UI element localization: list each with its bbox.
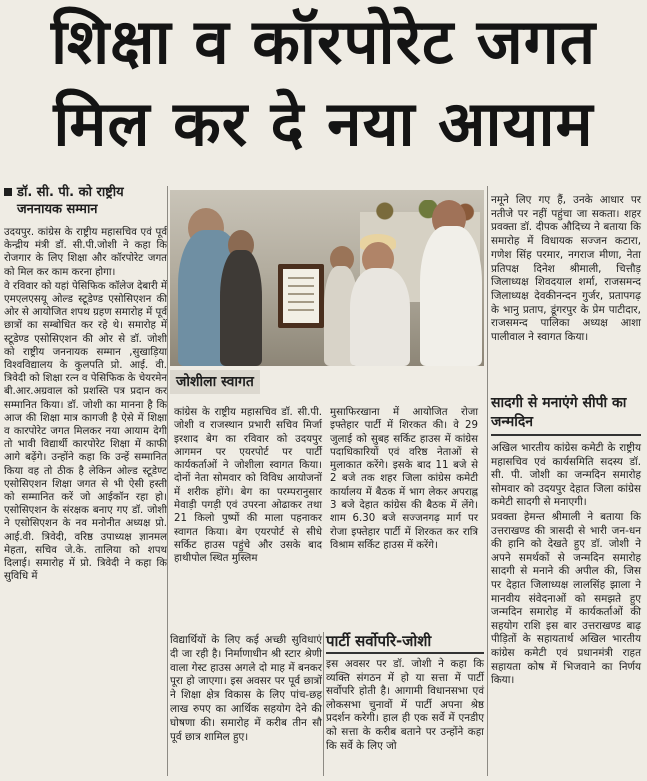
column-divider: [167, 186, 168, 776]
caption-title: जोशीला स्वागत: [170, 370, 260, 394]
birthday-paragraph-1: अखिल भारतीय कांग्रेस कमेटी के राष्ट्रीय महासचिव एवं कार्यसमिति सदस्य डॉ. सी. पी. जोशी का जन्मदिन समारोह सोमवार को उदयपुर देहात जिला कांग्रेस कमेटी सादगी से मनाएगी।: [491, 442, 641, 509]
sidebar-party-supreme: [326, 630, 484, 753]
photo-person-4: [420, 226, 482, 366]
col1-paragraph-1: उदयपुर. कांग्रेस के राष्ट्रीय महासचिव एवं पूर्व केन्द्रीय मंत्री डॉ. सी.पी.जोशी ने कहा कि रोजगार के लिए शिक्षा और कॉरपोरेट जगत को मिल कर काम करना होगा।: [4, 227, 167, 278]
byline-text: डॉ. सी. पी. को राष्ट्रीय जननायक सम्मान: [17, 185, 124, 217]
birthday-story-text: [491, 442, 641, 688]
column-divider: [323, 632, 324, 776]
party-supreme-text: इस अवसर पर डॉ. जोशी ने कहा कि व्यक्ति संगठन में हो या सत्ता में पार्टी सर्वोपरि होती है। आगामी विधानसभा एवं लोकसभा चुनावों में पार्टी अपना श्रेष्ठ प्रदर्शन करेगी। हाल ही एक सर्वे में एनडीए को सत्ता के करीब बताने पर उन्होंने कहा कि सर्वे के लिए जो: [326, 658, 484, 752]
subhead-birthday: सादगी से मनाएंगे सीपी का जन्मदिन: [491, 394, 641, 436]
caption-column-b: मुसाफिरखाना में आयोजित रोजा इफ्तेहार पार्टी में शिरकत की। वे 29 जुलाई को सुबह सर्किट हाउस में कांग्रेस पदाधिकारियों एवं वरिष्ठ नेताओं से मुलाकात करेंगे। इसके बाद 11 बजे से 2 बजे तक शहर जिला कांग्रेस कमेटी कार्यालय में बैठक में भाग लेकर अपराह्न 3 बजे देहात कांग्रेस की बैठक में लेंगे। शाम 6.30 बजे सज्जनगढ़ मार्ग पर रोजा इफ्तेहार पार्टी में शिरकत कर रात्रि विश्राम सर्किट हाउस में करेंगे।: [330, 407, 478, 551]
bullet-square-icon: [4, 188, 12, 196]
certificate-line: [288, 309, 314, 311]
byline-block: [4, 184, 167, 218]
certificate-line: [288, 301, 314, 303]
photo-person-3: [350, 268, 410, 366]
award-certificate: [283, 269, 319, 323]
caption-body: [170, 406, 484, 566]
certificate-line: [288, 285, 314, 287]
article-column-2-bottom: विद्यार्थियों के लिए कई अच्छी सुविधाएं दी जा रही है। निर्माणाधीन श्री स्टार श्रेणी वाला गेस्ट हाउस अगले दो माह में बनकर पूरा हो जाएगा। इस अवसर पर पूर्व छात्रों ने शिक्षा क्षेत्र विकास के लिए पांच-छह लाख रुपए का आर्थिक सहयोग देने की घोषणा की। समारोह में करीब तीन सौ पूर्व छात्र शामिल हुए।: [170, 634, 322, 743]
certificate-line: [288, 277, 314, 279]
photo-caption-story: [170, 370, 484, 566]
headline-line-2: मिल कर दे नया आयाम: [53, 87, 594, 160]
sidebar-birthday-story: [491, 394, 641, 689]
news-photo: [170, 190, 484, 366]
photo-person-2: [220, 250, 262, 366]
headline: [6, 2, 641, 166]
article-column-4-top: नमूने लिए गए हैं, उनके आधार पर नतीजे पर नहीं पहुंचा जा सकता। शहर प्रवक्ता डॉ. दीपक औदिच्य ने बताया कि समारोह में विधायक सज्जन कटारा, गणेश सिंह परमार, नगराज मीणा, नेता प्रतिपक्ष दिनेश श्रीमाली, चित्तौड़ जिलाध्यक्ष शिवदयाल शर्मा, राजसमन्द जिलाध्यक्ष देवकीनन्दन गुर्जर, प्रतापगढ़ के भानु प्रताप, डूंगरपुर के प्रेम पाटीदार, राजसमन्द पालिका अध्यक्ष आशा पालीवाल ने स्वागत किया।: [491, 194, 641, 344]
birthday-paragraph-2: प्रवक्ता हेमन्त श्रीमाली ने बताया कि उत्तराखण्ड की त्रासदी से भारी जन-धन की हानि को देखते हुए डॉ. जोशी ने अपने समर्थकों से जन्मदिन समारोह सादगी से मनाने की अपील की, जिस पर देहात जिलाध्यक्ष लालसिंह झाला ने मानवीय संवेदनाओं को समझते हुए जन्मदिन समारोह में कार्यकर्ताओं की सहयोग राशि इस बार उत्तराखण्ड बाढ़ पीड़ितों के सहायतार्थ अखिल भारतीय कांग्रेस कमेटी एवं प्रधानमंत्री राहत सहायता कोष में भिजवाने का निर्णय किया।: [491, 510, 641, 687]
byline: [4, 184, 167, 218]
col1-paragraph-2: वे रविवार को यहां पेसिफिक कॉलेज देबारी में एमएलएसयू ओल्ड स्टूडेण्ड एसोसिएशन की ओर से आयोजित शपथ ग्रहण समारोह में पूर्व छात्रों का सम्बोधित कर रहे थे। समारोह में स्टूडेण्ड एसोसिएशन की ओर से डॉ. जोशी को राष्ट्रीय जननायक सम्मान ,सुखाड़िया विश्वविद्यालय के कुलपति प्रो. आई. वी. त्रिवेदी को शिक्षा रत्न व पेसिफिक के चेयरमेन बी.आर.अग्रवाल को प्रशस्ति पत्र प्रदान कर सम्मानित किया। डॉ. जोशी का मानना है कि आज की शिक्षा मात्र कागजी है ऐसे में शिक्षा व कारपोरेट जगत मिलकर नया आयाम देगी तो भावी विद्यार्थी कारपोरेट शिक्षा में काफी आगे बढ़ेंगे। उन्होंने कहा कि उन्हें सम्मानित किया वह तो ठीक है लेकिन ओल्ड स्टूडेण्ट एसोसिएशन शिक्षा जगत से भी ऐसी हस्ती को सम्मानित करें जो आईकॉन रहा हो। एसोसिएशन के संरक्षक बनाए गए डॉ. जोशी ने एसोसिएशन के नव मनोनीत अध्यक्ष प्रो. आई.वी. त्रिवेदी, वरिष्ठ उपाध्यक्ष ज्ञानमल मेहता, सचिव जे.के. तालिया को शपथ दिलाई। समारोह में प्रो. त्रिवेदी ने कहा कि सुविधि में: [4, 280, 168, 583]
subhead-party-supreme: पार्टी सर्वोपरि-जोशी: [326, 630, 484, 654]
article-column-1: [4, 226, 167, 584]
award-certificate-frame: [278, 264, 324, 328]
headline-line-1: शिक्षा व कॉरपोरेट जगत: [50, 5, 597, 78]
column-divider: [487, 186, 488, 776]
caption-column-a: कांग्रेस के राष्ट्रीय महासचिव डॉ. सी.पी. जोशी व राजस्थान प्रभारी सचिव मिर्जा इरशाद बेग का रविवार को उदयपुर आगमन पर एयरपोर्ट पर पार्टी कार्यकर्ताओं ने जोशीला स्वागत किया। दोनों नेता सोमवार को विविध आयोजनों में शरीक होंगे। बेग का परम्परानुसार मेवाड़ी पगड़ी एवं उपरना ओढाकर तथा 21 किलो पुष्पों की माला पहनाकर स्वागत किया। बेग एयरपोर्ट से सीधे सर्किट हाउस पहुंचे और उसके बाद हाथीपोल स्थित मुस्लिम: [174, 407, 322, 565]
certificate-line: [288, 293, 314, 295]
